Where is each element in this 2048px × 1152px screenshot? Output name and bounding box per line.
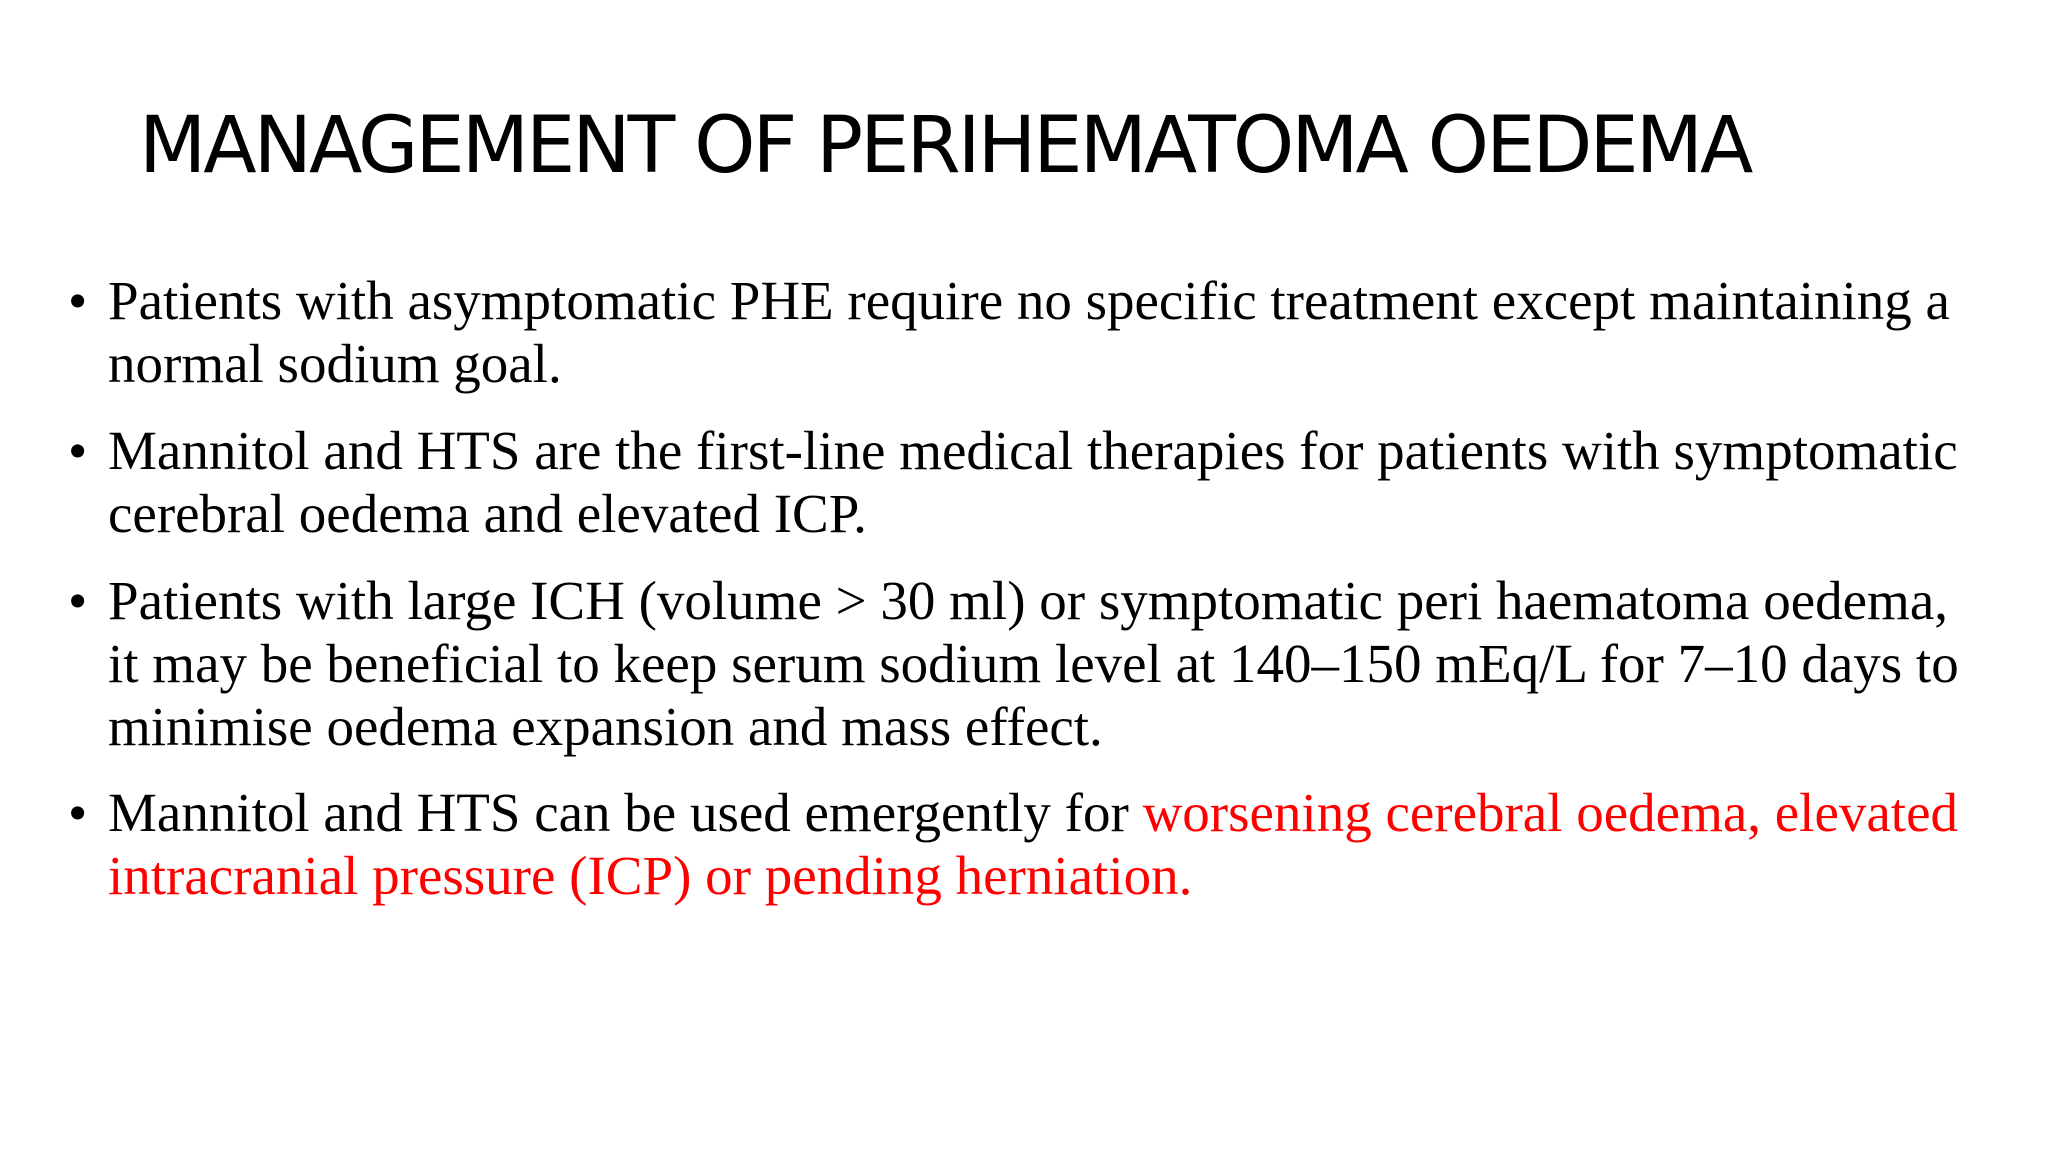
slide-title: MANAGEMENT OF PERIHEMATOMA OEDEMA — [139, 101, 1751, 191]
bullet-icon: • — [68, 270, 88, 331]
bullet-item — [68, 419, 1988, 545]
bullet-text: Patients with asymptomatic PHE require no specific treatment except maintaining a normal sodium goal. — [108, 270, 1950, 394]
bullet-icon: • — [68, 420, 88, 481]
bullet-highlight-text: worsening cerebral oedema, elevated intracranial pressure (ICP) or pending herniation. — [108, 782, 1958, 906]
bullet-icon: • — [68, 570, 88, 631]
bullet-item — [68, 569, 1988, 758]
bullet-item — [68, 269, 1988, 395]
bullet-text: Mannitol and HTS can be used emergently for — [108, 782, 1143, 843]
bullet-text: Patients with large ICH (volume > 30 ml) or symptomatic peri haematoma oedema, it may be beneficial to keep serum sodium level at 140–150 mEq/L for 7–10 days to minimise oedema expansion and mass effect. — [108, 570, 1959, 757]
bullet-list — [68, 269, 1988, 931]
bullet-text: Mannitol and HTS are the first-line medical therapies for patients with symptomatic cerebral oedema and elevated ICP. — [108, 420, 1958, 544]
bullet-icon: • — [68, 782, 88, 843]
bullet-item — [68, 781, 1988, 907]
